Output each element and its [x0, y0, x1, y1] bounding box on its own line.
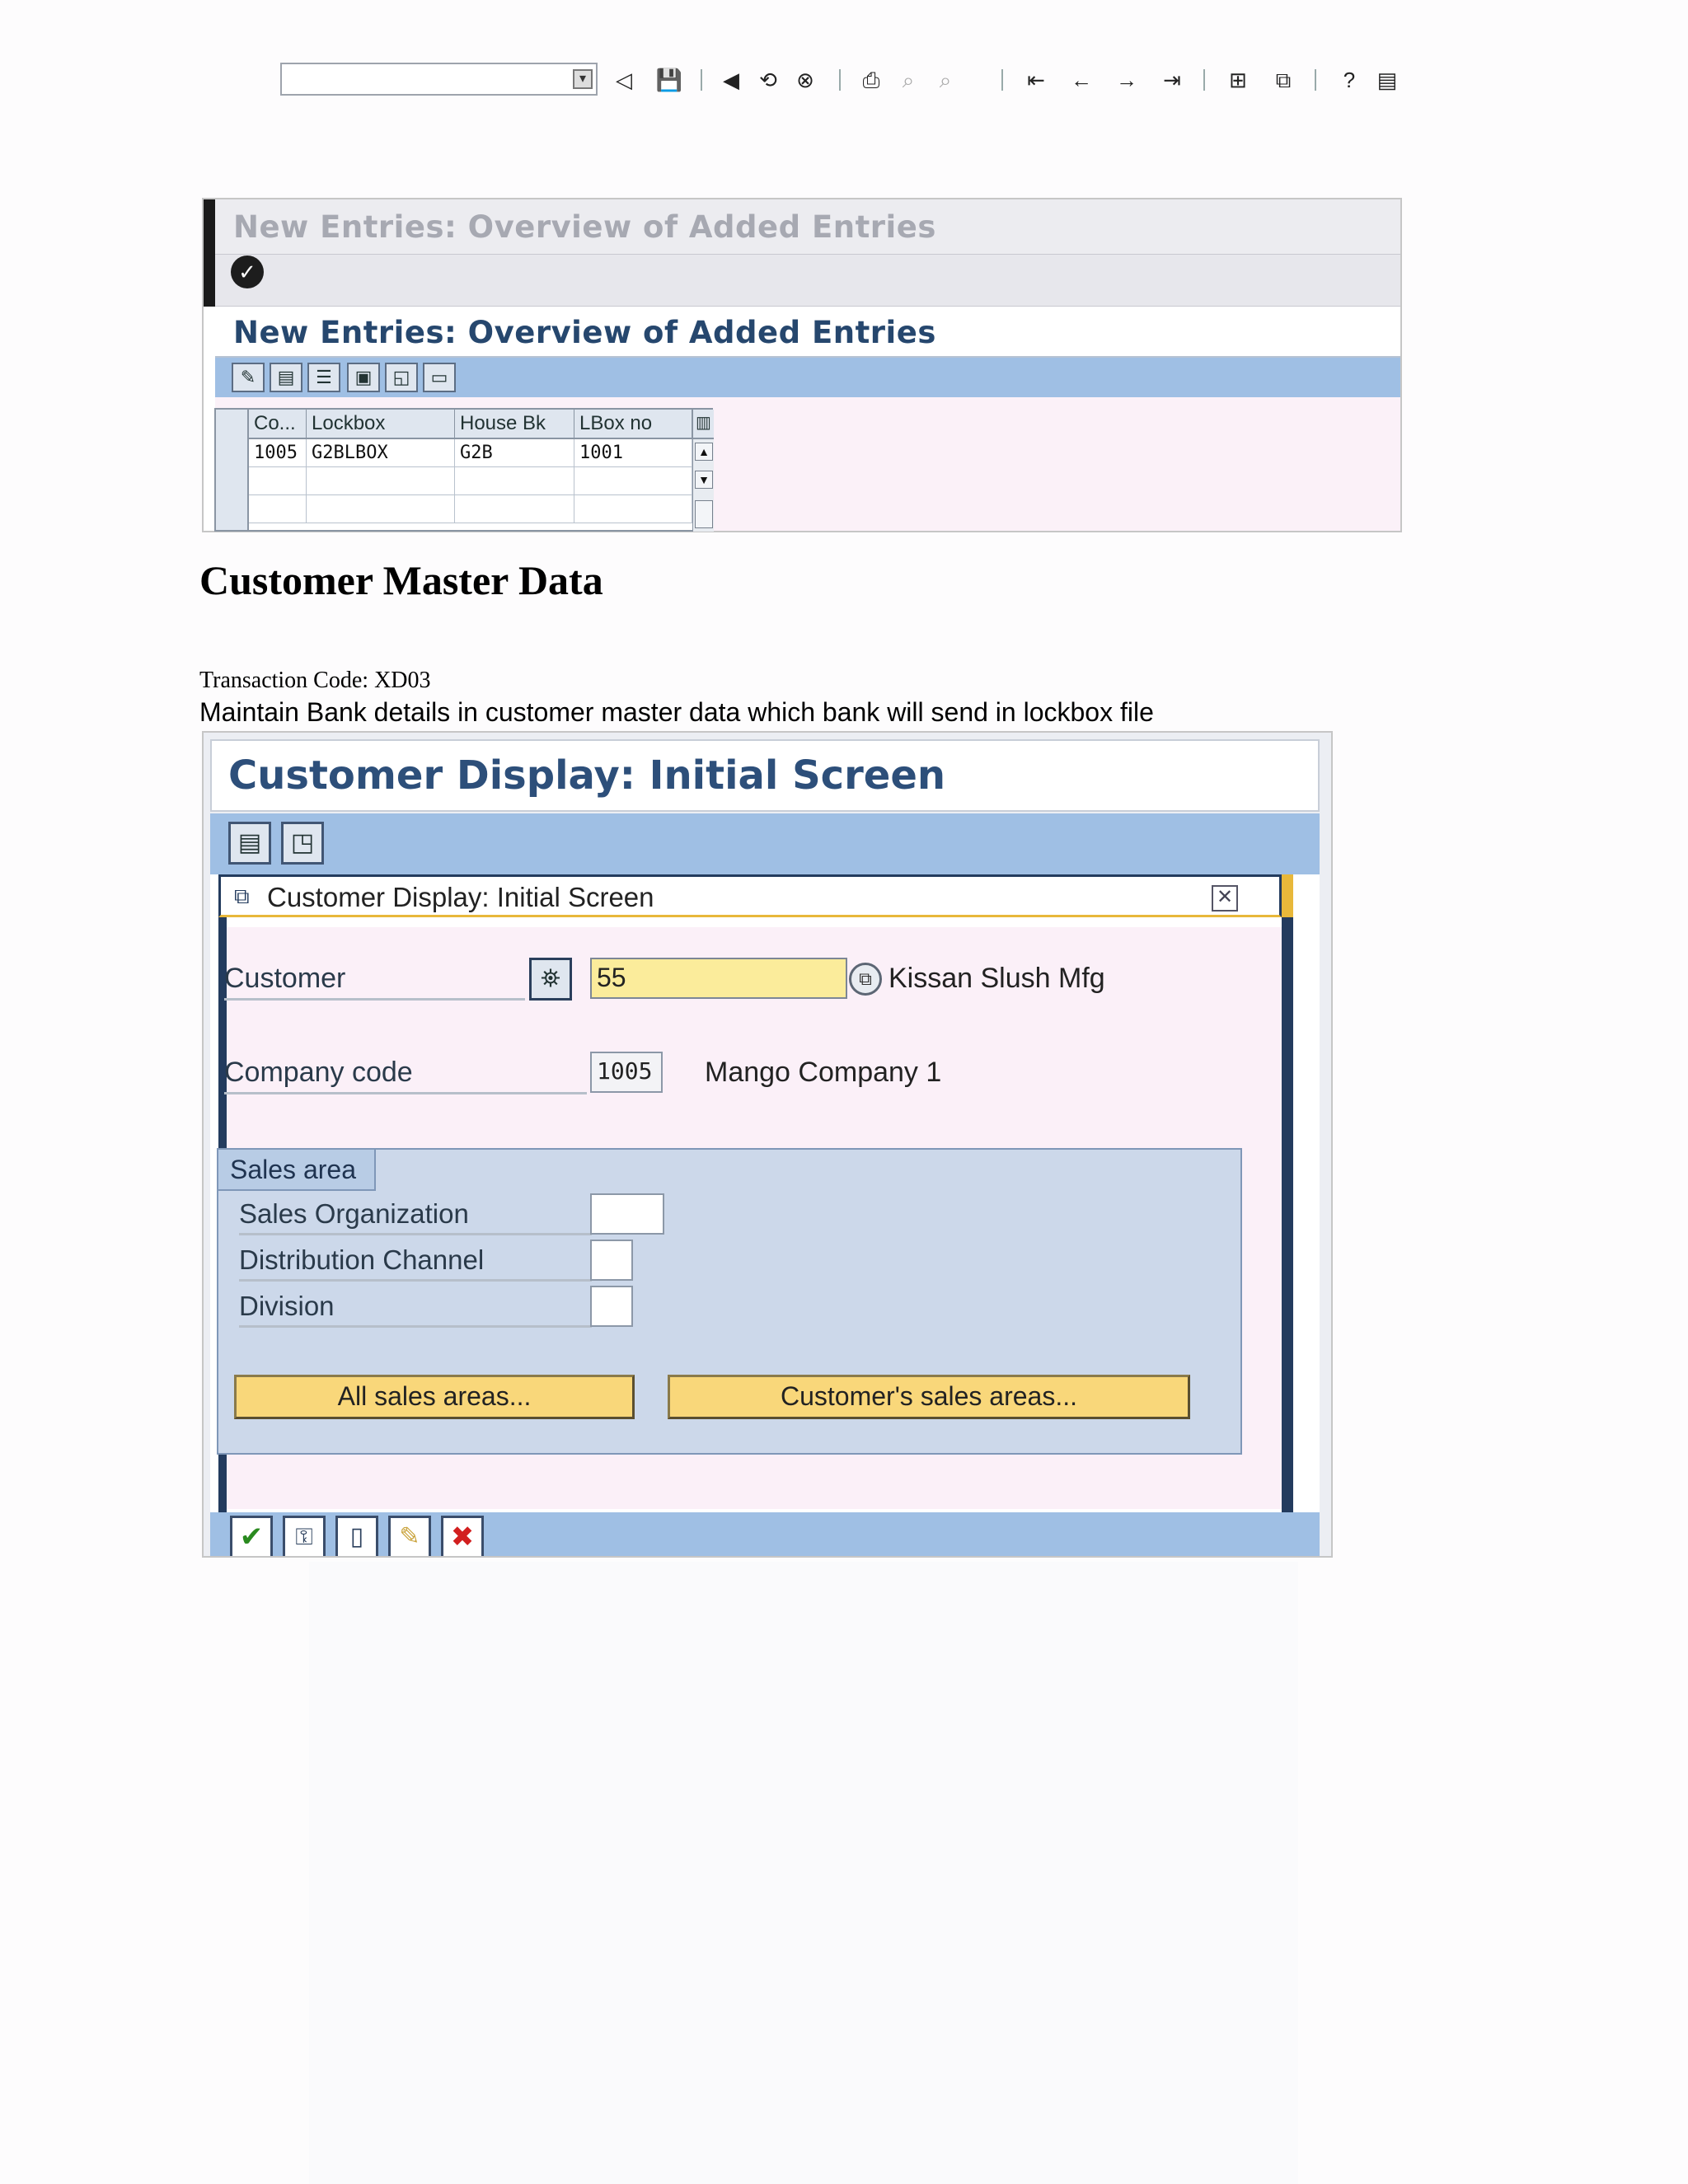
binoculars-icon[interactable]: ⛯: [529, 958, 572, 1001]
table-cell[interactable]: [574, 495, 692, 523]
last-page-icon[interactable]: ⇥: [1163, 68, 1181, 92]
toolbar-separator: [1203, 69, 1205, 91]
exit-icon[interactable]: ⟲: [759, 68, 777, 92]
dialog-footer-toolbar: [210, 1512, 1320, 1558]
check-icon[interactable]: ✔: [230, 1516, 273, 1558]
toolbar-separator: [1315, 69, 1316, 91]
customers-sales-areas-button[interactable]: Customer's sales areas...: [668, 1375, 1190, 1419]
column-header-lockbox-number[interactable]: LBox no: [574, 410, 692, 439]
hierarchy-icon[interactable]: ⚿: [283, 1516, 326, 1558]
deselect-all-icon[interactable]: ◱: [385, 363, 418, 392]
cancel-icon[interactable]: ⊗: [796, 68, 814, 92]
new-document-icon[interactable]: ▯: [335, 1516, 378, 1558]
division-label: Division: [239, 1291, 592, 1328]
screen-title: Customer Display: Initial Screen: [228, 752, 946, 799]
customer-label: Customer: [224, 963, 525, 1001]
select-all-icon[interactable]: ▣: [347, 363, 380, 392]
screen-title: New Entries: Overview of Added Entries: [233, 315, 936, 350]
customer-name: Kissan Slush Mfg: [889, 963, 1105, 994]
window-frame-left: [204, 199, 215, 307]
command-dropdown-icon[interactable]: ▾: [573, 69, 593, 89]
delete-row-icon[interactable]: ▭: [423, 363, 456, 392]
create-session-icon[interactable]: ⊞: [1229, 68, 1247, 92]
lockbox-table: [214, 408, 713, 532]
details-icon[interactable]: ☰: [307, 363, 340, 392]
column-header-lockbox[interactable]: Lockbox: [307, 410, 455, 439]
table-cell[interactable]: [574, 467, 692, 495]
table-cell[interactable]: G2B: [455, 439, 574, 467]
back-arrow-icon[interactable]: ◁: [616, 68, 632, 92]
next-page-icon[interactable]: →: [1116, 68, 1137, 92]
table-cell[interactable]: [455, 467, 574, 495]
find-icon[interactable]: ⌕: [902, 68, 915, 92]
screen-title-bar: [210, 739, 1320, 812]
scroll-down-icon[interactable]: ▼: [695, 471, 713, 489]
dialog-window-icon: ⧉: [234, 883, 250, 908]
transaction-code-text: Transaction Code: XD03: [199, 668, 431, 693]
standard-toolbar: [215, 254, 1400, 307]
dialog-frame-right: [1282, 874, 1293, 1512]
customer-detail-icon[interactable]: ⧉: [849, 963, 882, 996]
column-settings-icon[interactable]: ▥: [692, 410, 714, 439]
table-cell[interactable]: [455, 495, 574, 523]
window-title: New Entries: Overview of Added Entries: [233, 209, 936, 245]
screen-title-bar: [215, 307, 1400, 358]
overview-icon[interactable]: ◳: [281, 822, 324, 865]
company-code-input[interactable]: 1005: [590, 1052, 663, 1093]
pencil-icon[interactable]: ✎: [388, 1516, 431, 1558]
cancel-icon[interactable]: ✖: [441, 1516, 484, 1558]
print-icon[interactable]: ⎙: [862, 68, 880, 92]
first-page-icon[interactable]: ⇤: [1027, 68, 1045, 92]
instruction-text: Maintain Bank details in customer master data which bank will send in lockbox file: [199, 697, 1154, 727]
sales-organization-label: Sales Organization: [239, 1198, 592, 1235]
create-shortcut-icon[interactable]: ⧉: [1275, 68, 1292, 92]
application-toolbar: [210, 813, 1320, 874]
toolbar-separator: [839, 69, 841, 91]
layout-menu-icon[interactable]: ▤: [1376, 68, 1398, 92]
table-cell[interactable]: [249, 467, 307, 495]
scroll-up-icon[interactable]: ▲: [695, 443, 713, 461]
all-sales-areas-button[interactable]: All sales areas...: [234, 1375, 635, 1419]
table-cell[interactable]: 1005: [249, 439, 307, 467]
previous-page-icon[interactable]: ←: [1071, 68, 1092, 92]
customer-input[interactable]: 55: [590, 958, 847, 999]
save-icon[interactable]: 💾: [655, 68, 683, 92]
table-cell[interactable]: G2BLBOX: [307, 439, 455, 467]
table-cell[interactable]: [249, 495, 307, 523]
sales-organization-input[interactable]: [590, 1193, 664, 1235]
help-icon[interactable]: ?: [1343, 68, 1356, 92]
enter-icon[interactable]: ✓: [231, 255, 264, 288]
distribution-channel-input[interactable]: [590, 1240, 633, 1281]
table-scrollbar[interactable]: [692, 439, 714, 532]
find-next-icon[interactable]: ⌕: [939, 68, 952, 92]
dialog-title-bar: [218, 874, 1282, 917]
change-icon[interactable]: ✎: [232, 363, 265, 392]
dialog-title: Customer Display: Initial Screen: [267, 882, 654, 912]
close-icon[interactable]: ✕: [1212, 885, 1238, 912]
command-field[interactable]: [280, 63, 598, 96]
save-entry-icon[interactable]: ▤: [270, 363, 302, 392]
section-heading: Customer Master Data: [199, 557, 603, 603]
toolbar-separator: [701, 69, 702, 91]
column-header-house-bank[interactable]: House Bk: [455, 410, 574, 439]
application-toolbar: [215, 358, 1400, 397]
table-cell[interactable]: [307, 495, 455, 523]
division-input[interactable]: [590, 1286, 633, 1327]
company-code-label: Company code: [224, 1057, 587, 1094]
table-cell[interactable]: 1001: [574, 439, 692, 467]
company-name: Mango Company 1: [705, 1057, 942, 1088]
other-customer-icon[interactable]: ▤: [228, 822, 271, 865]
row-selector-column[interactable]: [216, 410, 249, 530]
column-header-company[interactable]: Co...: [249, 410, 307, 439]
scroll-thumb[interactable]: [695, 500, 713, 528]
page-background-shade: [309, 1562, 1298, 2184]
window-title-bar: [215, 199, 1400, 254]
back-icon[interactable]: ◀: [723, 68, 739, 92]
distribution-channel-label: Distribution Channel: [239, 1244, 592, 1282]
toolbar-separator: [1001, 69, 1003, 91]
table-cell[interactable]: [307, 467, 455, 495]
sales-area-title: Sales area: [218, 1150, 376, 1191]
